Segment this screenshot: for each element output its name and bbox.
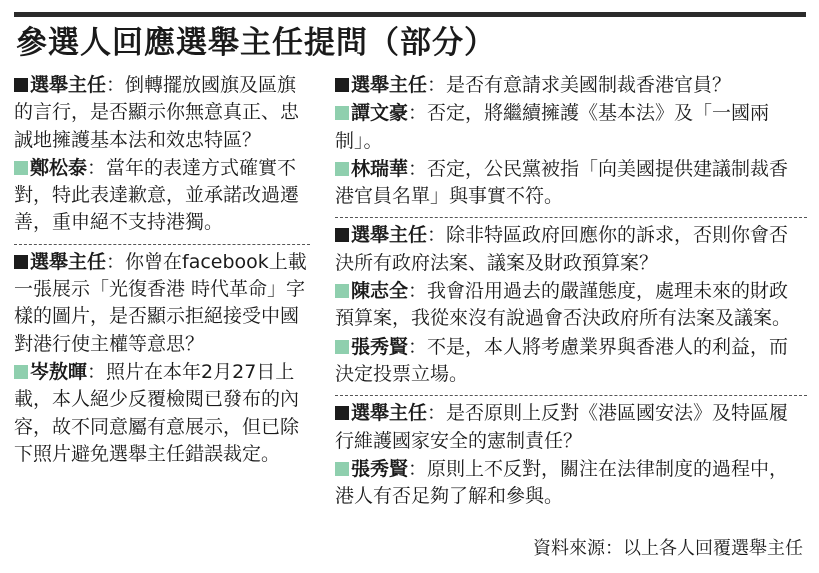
speaker-name: 岑敖暉 xyxy=(30,360,88,383)
entry-text: ：你曾在facebook上載一張展示「光復香港 時代革命」字樣的圖片，是否顯示拒絕接受中國對港行使主權等意思？ xyxy=(14,250,307,355)
speaker-name: 張秀賢 xyxy=(351,335,409,358)
qa-block xyxy=(14,72,310,237)
answer-entry xyxy=(14,359,310,468)
page-title: 參選人回應選舉主任提問（部分） xyxy=(16,25,496,61)
answer-entry xyxy=(14,155,310,237)
dashed-divider xyxy=(335,217,807,218)
entry-text: ：原則上不反對，關注在法律制度的過程中，港人有否足夠了解和參與。 xyxy=(335,457,789,508)
speaker-name: 選舉主任 xyxy=(351,74,428,96)
question-entry xyxy=(335,400,807,455)
speaker-name: 張秀賢 xyxy=(351,457,409,480)
answer-marker xyxy=(335,340,349,354)
speaker-name: 選舉主任 xyxy=(30,74,107,96)
answer-entry xyxy=(335,100,807,155)
speaker-name: 選舉主任 xyxy=(351,224,428,247)
entry-text: ：除非特區政府回應你的訴求，否則你會否決所有政府法案、議案及財政預算案？ xyxy=(335,224,789,274)
dashed-divider xyxy=(14,244,310,245)
question-entry xyxy=(14,249,310,358)
source-note: 資料來源：以上各人回覆選舉主任 xyxy=(533,538,803,559)
answer-marker xyxy=(14,365,28,379)
speaker-name: 選舉主任 xyxy=(30,250,107,273)
speaker-name: 林瑞華 xyxy=(351,157,409,180)
answer-entry xyxy=(335,456,807,511)
entry-text: ：倒轉擺放國旗及區旗的言行，是否顯示你無意真正、忠誠地擁護基本法和效忠特區？ xyxy=(14,74,300,151)
question-marker xyxy=(335,228,349,242)
speaker-name: 鄭松泰 xyxy=(30,156,88,179)
entry-text: ：是否有意請求美國制裁香港官員？ xyxy=(427,74,732,96)
question-entry xyxy=(335,222,807,277)
answer-marker xyxy=(14,161,28,175)
answer-marker xyxy=(335,106,349,120)
answer-entry xyxy=(335,156,807,211)
question-marker xyxy=(335,406,349,420)
answer-marker xyxy=(335,162,349,176)
entry-text: ：是否原則上反對《港區國安法》及特區履行維護國家安全的憲制責任？ xyxy=(335,402,789,452)
answer-entry xyxy=(335,334,807,389)
right-column xyxy=(335,72,807,510)
speaker-name: 選舉主任 xyxy=(351,402,428,425)
answer-entry xyxy=(335,278,807,333)
question-marker xyxy=(14,78,28,92)
qa-block xyxy=(335,72,807,210)
entry-text: ：否定，公民黨被指「向美國提供建議制裁香港官員名單」與事實不符。 xyxy=(335,157,789,208)
dashed-divider xyxy=(335,395,807,396)
question-marker xyxy=(335,78,349,92)
speaker-name: 陳志全 xyxy=(351,280,409,303)
speaker-name: 譚文豪 xyxy=(351,102,409,125)
entry-text: ：否定，將繼續擁護《基本法》及「一國兩制」。 xyxy=(335,102,770,152)
top-rule xyxy=(14,12,806,17)
entry-text: ：我會沿用過去的嚴謹態度，處理未來的財政預算案，我從來沒有說過會否決政府所有法案及議案。 xyxy=(335,280,792,330)
qa-block xyxy=(335,222,807,388)
question-entry xyxy=(14,72,310,154)
qa-block xyxy=(14,249,310,468)
entry-text: ：當年的表達方式確實不對，特此表達歉意，並承諾改過遷善，重申絕不支持港獨。 xyxy=(14,156,300,234)
left-column xyxy=(14,72,310,468)
answer-marker xyxy=(335,462,349,476)
entry-text: ：不是，本人將考慮業界與香港人的利益，而決定投票立場。 xyxy=(335,335,789,385)
question-entry xyxy=(335,72,807,99)
qa-block xyxy=(335,400,807,510)
question-marker xyxy=(14,255,28,269)
entry-text: ：照片在本年2月27日上載，本人絕少反覆檢閱已發布的內容，故不同意屬有意展示，但已除下照片避免選舉主任錯誤裁定。 xyxy=(14,360,300,465)
answer-marker xyxy=(335,284,349,298)
